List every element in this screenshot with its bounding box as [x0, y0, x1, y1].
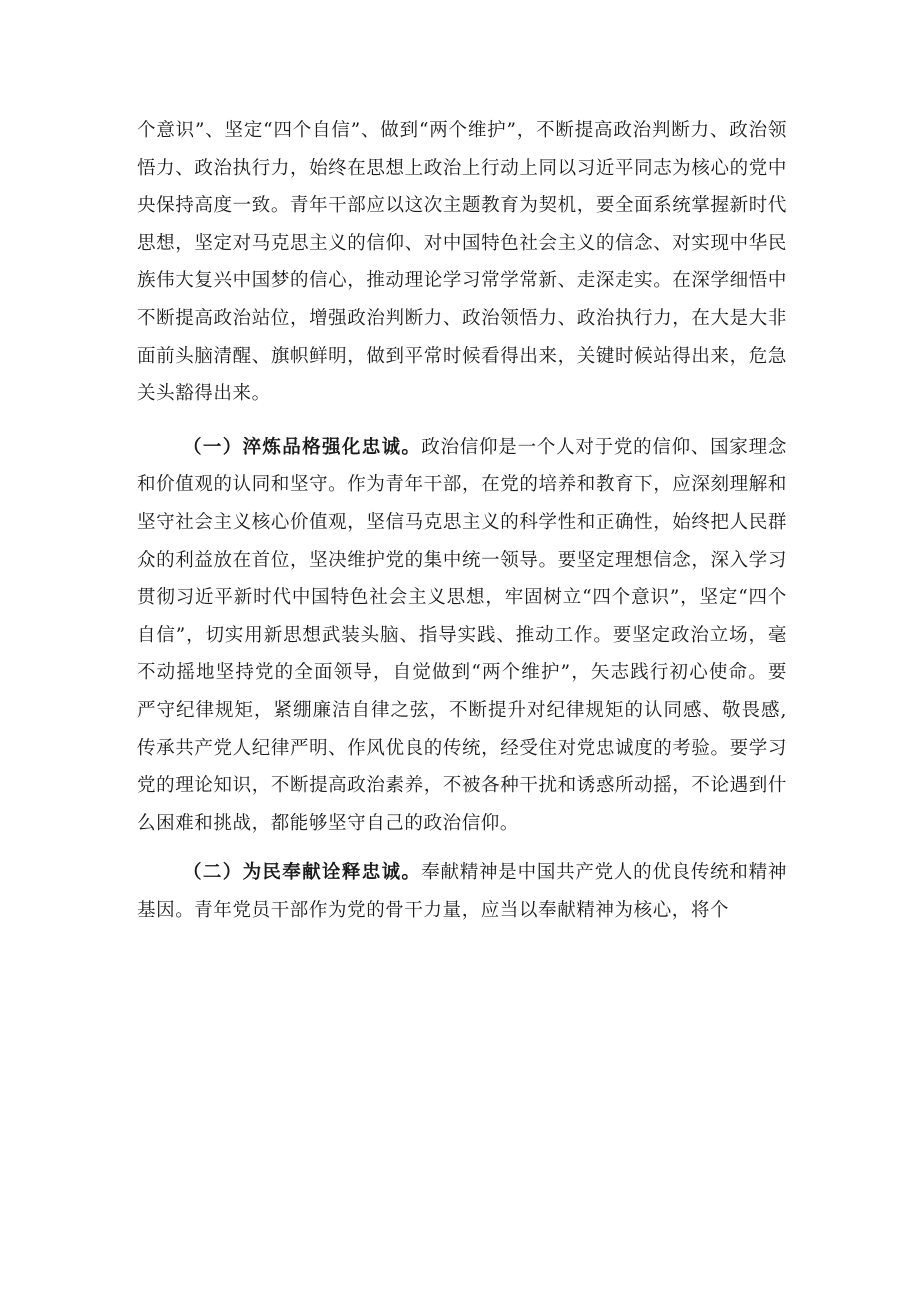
section-heading-2: （二）为民奉献诠释忠诚。: [183, 862, 422, 884]
document-page: [137, 112, 787, 929]
body-paragraph-continuation: [137, 112, 787, 413]
section-paragraph-2: [137, 854, 787, 929]
paragraph-text: 个意识”、坚定“四个自信”、做到“两个维护”，不断提高政治判断力、政治领悟力、政治执行力，始终在思想上政治上行动上同以习近平同志为核心的党中央保持高度一致。青年干部应以这次主题教育为契机，要全面系统掌握新时代思想，坚定对马克思主义的信仰、对中国特色社会主义的信念、对实现中华民族伟大复兴中国梦的信心，推动理论学习常学常新、走深走实。在深学细悟中不断提高政治站位，增强政治判断力、政治领悟力、政治执行力，在大是大非面前头脑清醒、旗帜鲜明，做到平常时候看得出来，关键时候站得出来，危急关头豁得出来。: [137, 120, 787, 405]
paragraph-text: 政治信仰是一个人对于党的信仰、国家理念和价值观的认同和坚守。作为青年干部，在党的培养和教育下，应深刻理解和坚守社会主义核心价值观，坚信马克思主义的科学性和正确性，始终把人民群众的利益放在首位，坚决维护党的集中统一领导。要坚定理想信念，深入学习贯彻习近平新时代中国特色社会主义思想，牢固树立“四个意识”，坚定“四个自信”，切实用新思想武装头脑、指导实践、推动工作。要坚定政治立场，毫不动摇地坚持党的全面领导，自觉做到“两个维护”，矢志践行初心使命。要严守纪律规矩，紧绷廉洁自律之弦，不断提升对纪律规矩的认同感、敬畏感,传承共产党人纪律严明、作风优良的传统，经受住对党忠诚度的考验。要学习党的理论知识，不断提高政治素养，不被各种干扰和诱惑所动摇，不论遇到什么困难和挑战，都能够坚守自己的政治信仰。: [137, 436, 787, 834]
section-heading-1: （一）淬炼品格强化忠诚。: [183, 436, 422, 458]
paragraph-text: 奉献精神是中国共产党人的优良传统和精神基因。青年党员干部作为党的骨干力量，应当以奉献精神为核心，将个: [137, 862, 787, 921]
section-paragraph-1: [137, 429, 787, 843]
